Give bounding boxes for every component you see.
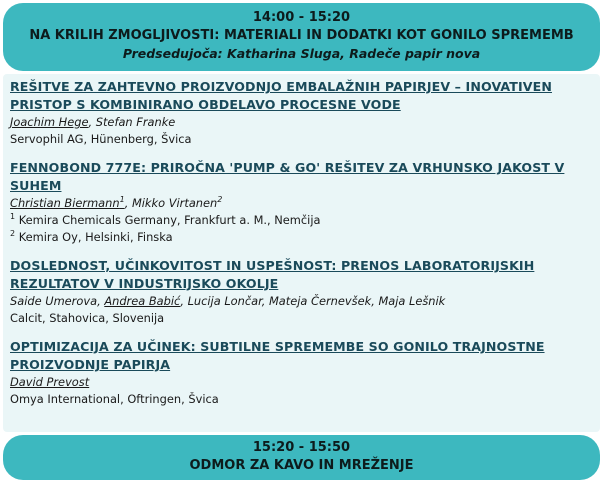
presenting-author [10,115,88,129]
affiliation-text: Calcit, Stahovica, Slovenija [10,311,165,325]
presenting-author [10,196,125,210]
author-name: Saide Umerova [10,294,98,308]
break-title: ODMOR ZA KAVO IN MREŽENJE [189,458,414,473]
break-header [3,435,600,480]
talk-affiliation [10,131,594,148]
author-name: Andrea Babić [104,294,181,308]
author-name: Mikko Virtanen [131,196,218,210]
talk-title-link[interactable]: REŠITVE ZA ZAHTEVNO PROIZVODNJO EMBALAŽNIH PAPIRJEV – INOVATIVEN PRISTOP S KOMBINIRANO OBDELAVO PROCESNE VODE [10,79,552,112]
presenting-author [104,294,180,308]
affiliation-text: Omya International, Oftringen, Švica [10,392,219,406]
talks-panel [3,74,600,432]
talk-item [10,78,594,148]
author-name: Mateja Černevšek [268,294,372,308]
talk-affiliation [10,212,594,229]
author [378,294,445,308]
author-name: Joachim Hege [10,115,89,129]
affiliation-mark: 2 [10,229,16,239]
affiliation-text: Kemira Oy, Helsinki, Finska [18,230,173,244]
talk-item [10,338,594,408]
break-time: 15:20 - 15:50 [252,440,351,455]
talk-affiliation [10,229,594,246]
talk-authors: Christian Biermann$^1$, Mikko Virtanen$^2$ [10,195,223,210]
author-name: Stefan Franke [95,115,176,129]
author [10,294,97,308]
session-time: 14:00 - 15:20 [252,10,351,25]
presenting-author [10,375,89,389]
affiliation-text: Servophil AG, Hünenberg, Švica [10,132,192,146]
talk-title-link[interactable]: OPTIMIZACIJA ZA UČINEK: SUBTILNE SPREMEMBE SO GONILO TRAJNOSTNE PROIZVODNJE PAPIRJA [10,339,545,372]
affiliation-mark: 1 [10,212,16,222]
talk-authors: Saide Umerova, Andrea Babić, Lucija Lončar, Mateja Černevšek, Maja Lešnik [10,294,446,308]
talk-title-link[interactable]: DOSLEDNOST, UČINKOVITOST IN USPEŠNOST: PRENOS LABORATORIJSKIH REZULTATOV V INDUSTRIJSKO OKOLJE [10,258,535,291]
author-name: Christian Biermann [10,196,120,210]
session-title: NA KRILIH ZMOGLJIVOSTI: MATERIALI IN DODATKI KOT GONILO SPREMEMB [29,28,574,43]
author-name: David Prevost [10,375,90,389]
talk-affiliation [10,310,594,327]
talk-affiliation [10,391,594,408]
author [269,294,371,308]
talk-title-link[interactable]: FENNOBOND 777E: PRIROČNA 'PUMP & GO' REŠITEV ZA VRHUNSKO JAKOST V SUHEM [10,160,565,193]
author-name: Lucija Lončar [187,294,262,308]
talk-authors [10,374,594,391]
talk-item [10,159,594,246]
author [188,294,262,308]
author-affiliation-mark: 2 [217,195,223,205]
author [132,196,222,210]
talk-authors: Joachim Hege, Stefan Franke [10,115,176,129]
affiliation-text: Kemira Chemicals Germany, Frankfurt a. M., Nemčija [18,213,321,227]
author [96,115,176,129]
session-chair: Predsedujoča: Katharina Sluga, Radeče papir nova [122,46,481,61]
session-header [3,3,600,71]
author-name: Maja Lešnik [378,294,446,308]
author-affiliation-mark: 1 [119,195,125,205]
talk-item [10,257,594,327]
